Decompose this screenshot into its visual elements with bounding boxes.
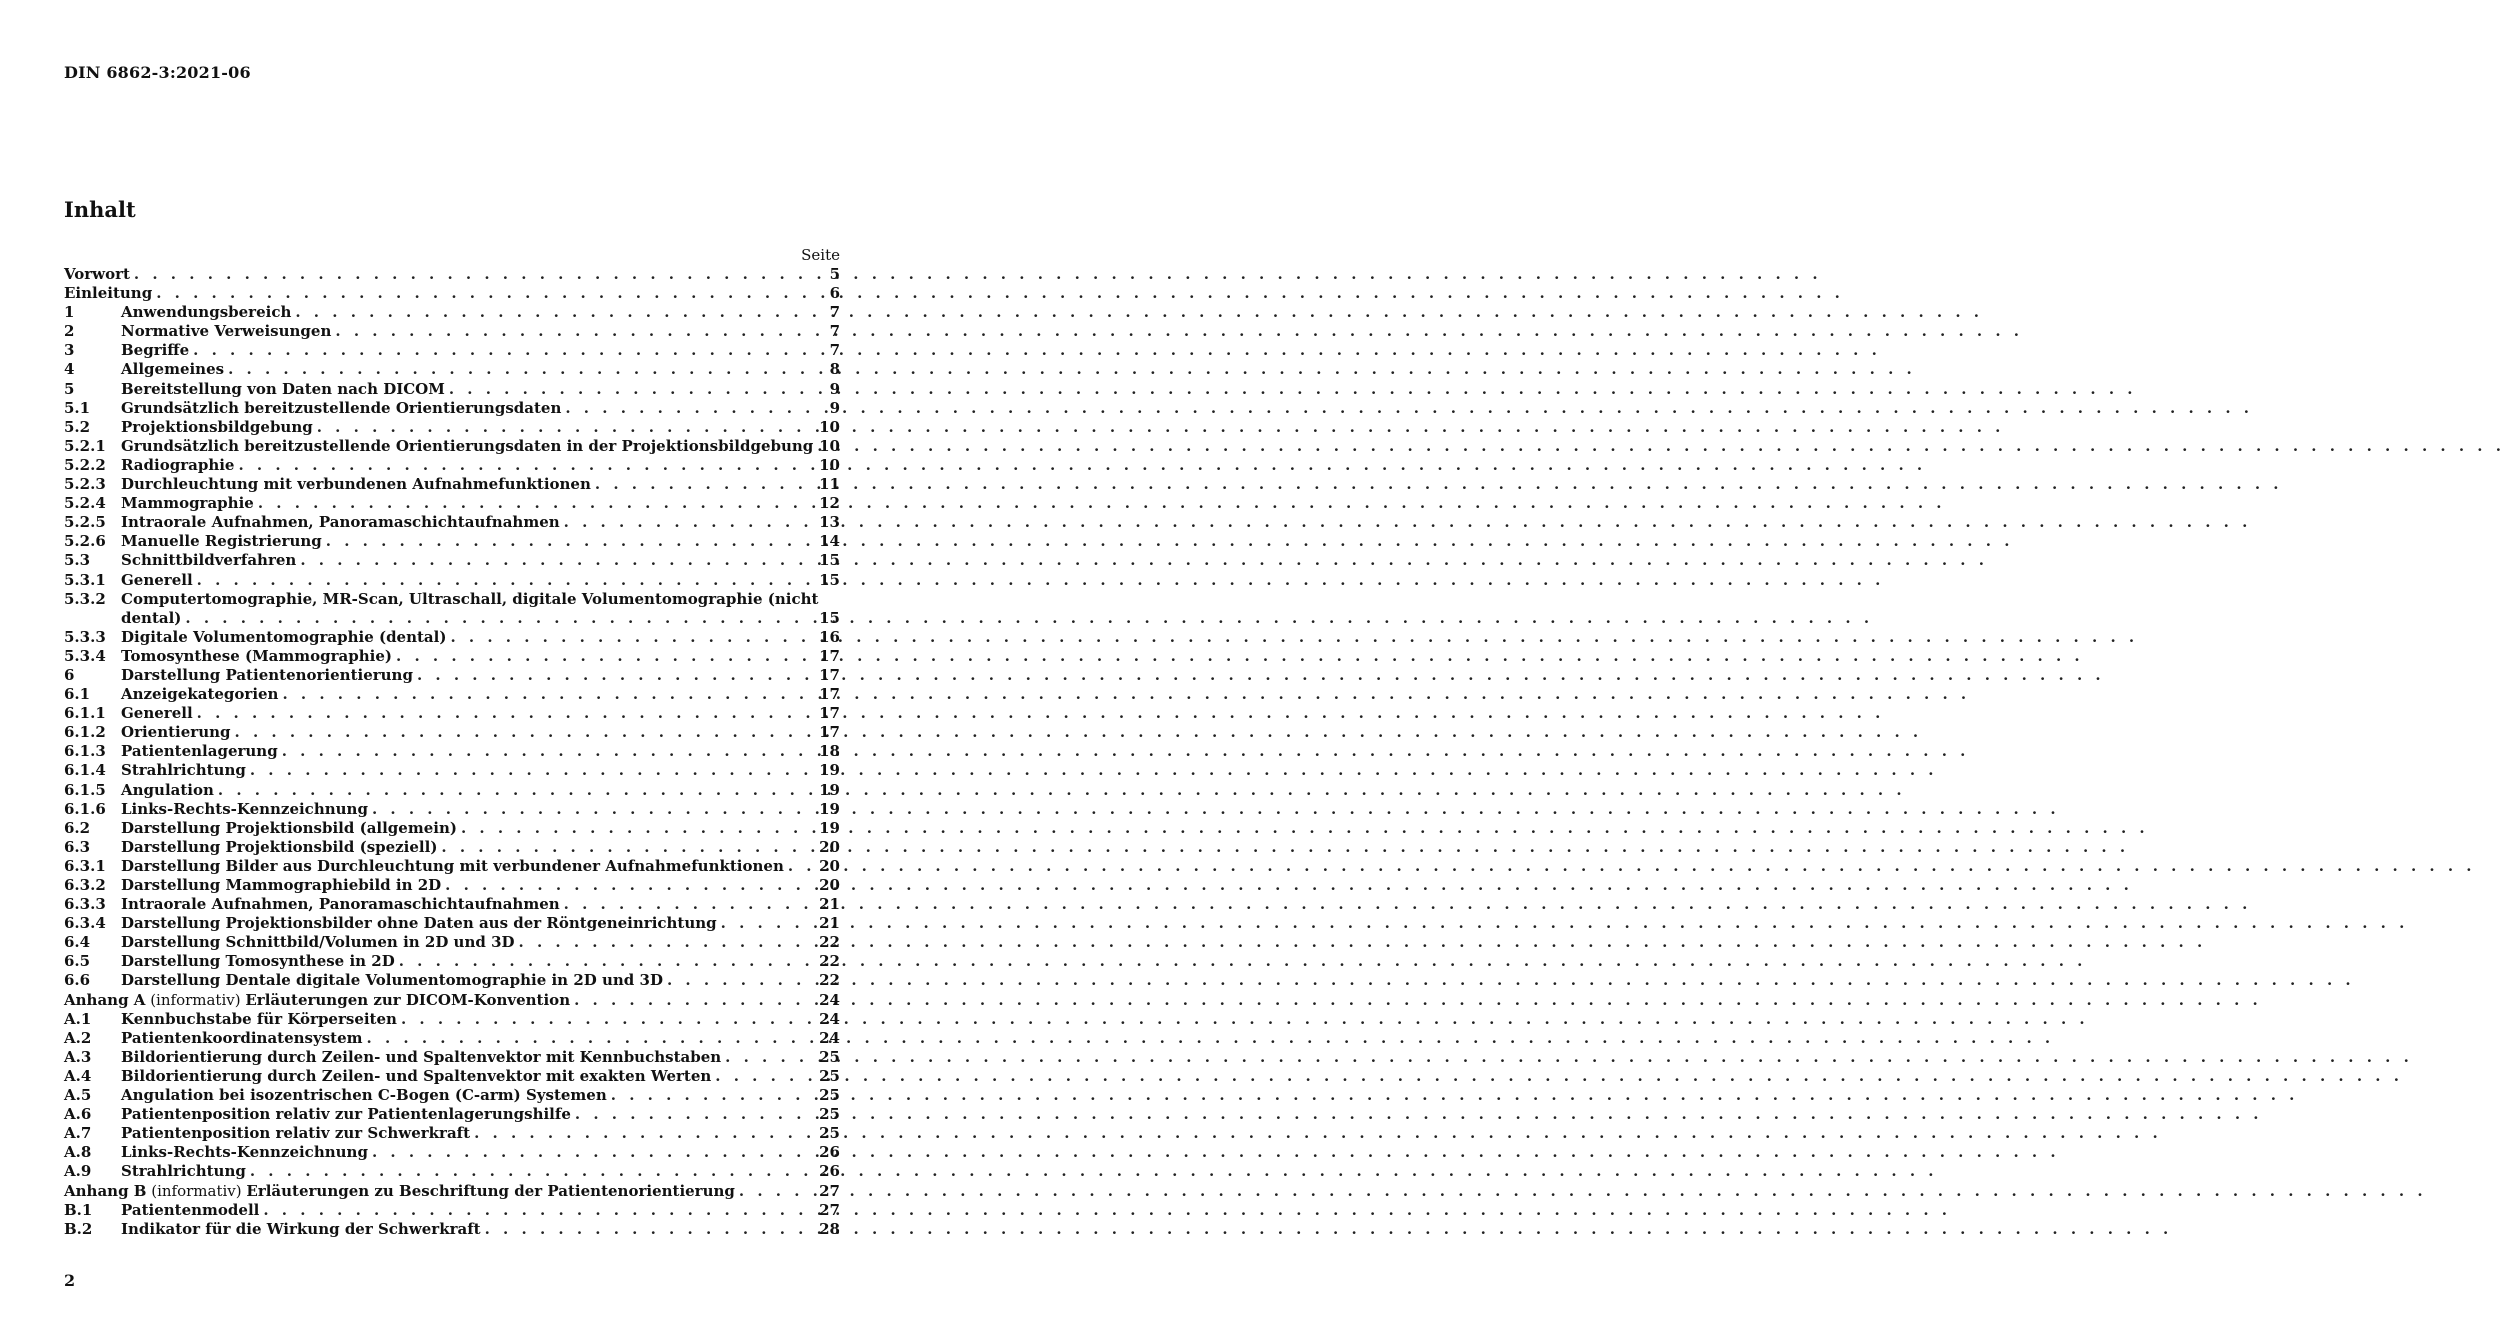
- toc-entry[interactable]: [64, 1162, 840, 1181]
- toc-entry-number: A.3: [64, 1047, 92, 1066]
- toc-entry-number: B.1: [64, 1200, 93, 1219]
- toc-entry[interactable]: [64, 895, 840, 914]
- toc-entry-page: 5: [829, 265, 840, 283]
- toc-entry-label: Digitale Volumentomographie (dental): [121, 627, 447, 646]
- toc-entry-number: 5.3.1: [64, 570, 106, 589]
- annex-title: Erläuterungen zu Beschriftung der Patientenorientierung: [246, 1181, 735, 1200]
- toc-entry[interactable]: [64, 1067, 840, 1086]
- toc-entry-number: A.8: [64, 1143, 92, 1162]
- dot-leader: [813, 437, 2505, 456]
- dot-leader: [254, 494, 1946, 513]
- toc-entry-page: 8: [829, 360, 840, 379]
- dot-leader: [515, 933, 2207, 952]
- toc-entry-page: 25: [819, 1047, 840, 1066]
- toc-entry[interactable]: [64, 742, 840, 761]
- toc-entry-label: Darstellung Patientenorientierung: [121, 665, 413, 684]
- toc-entry-label-line1: Computertomographie, MR-Scan, Ultraschall, digitale Volumentomographie (nicht: [121, 589, 819, 608]
- toc-entry-label: Bildorientierung durch Zeilen- und Spaltenvektor mit exakten Werten: [121, 1066, 712, 1085]
- toc-entry-number: A.7: [64, 1124, 92, 1143]
- toc-entry-page: 22: [819, 933, 840, 952]
- toc-entry-page: 6: [829, 284, 840, 303]
- toc-entry-label: Projektionsbildgebung: [121, 417, 313, 436]
- toc-entry[interactable]: [64, 1086, 840, 1105]
- toc-entry[interactable]: [64, 1105, 840, 1124]
- toc-entry[interactable]: [64, 322, 840, 341]
- toc-entry[interactable]: [64, 265, 840, 284]
- toc-entry-label: Intraorale Aufnahmen, Panoramaschichtaufnahmen: [121, 513, 560, 532]
- toc-entry-number: 5.1: [64, 398, 91, 417]
- toc-entry-page: 28: [819, 1219, 840, 1238]
- toc-entry-label: Begriffe: [121, 341, 190, 360]
- toc-entry[interactable]: [64, 1124, 840, 1143]
- toc-entry[interactable]: [64, 418, 840, 437]
- toc-entry-label: Grundsätzlich bereitzustellende Orientierungsdaten in der Projektionsbildgebung: [121, 436, 814, 455]
- toc-entry-number: 6.4: [64, 933, 91, 952]
- toc-entry[interactable]: [64, 781, 840, 800]
- toc-entry-number: 6.3.2: [64, 876, 106, 894]
- toc-entry-page: 20: [819, 856, 840, 875]
- toc-entry[interactable]: [64, 380, 840, 399]
- toc-entry-label: Angulation: [121, 780, 214, 799]
- toc-entry[interactable]: [64, 647, 840, 666]
- toc-entry[interactable]: [64, 341, 840, 360]
- toc-entry[interactable]: [64, 1182, 840, 1201]
- toc-entry-page: 15: [819, 551, 840, 570]
- toc-entry-label: Grundsätzlich bereitzustellende Orientierungsdaten: [121, 398, 562, 417]
- toc-entry[interactable]: [64, 532, 840, 551]
- toc-entry-label: Radiographie: [121, 455, 235, 474]
- toc-entry-page: 24: [819, 1009, 840, 1028]
- toc-entry-label: Tomosynthese (Mammographie): [121, 646, 392, 665]
- toc-entry-label: Links-Rechts-Kennzeichnung: [121, 1143, 368, 1162]
- toc-entry-page: 15: [819, 570, 840, 589]
- toc-entry-number: 5.2.2: [64, 455, 106, 474]
- dot-leader: [278, 685, 1970, 704]
- toc-entry-label: Links-Rechts-Kennzeichnung: [121, 799, 368, 818]
- dot-leader: [457, 819, 2149, 838]
- toc-entry-page: 24: [819, 1028, 840, 1047]
- toc-entry-label: Patientenlagerung: [121, 742, 278, 761]
- dot-leader: [437, 838, 2129, 857]
- toc-entry-page: 25: [819, 1105, 840, 1124]
- toc-entry-page: 17: [819, 665, 840, 684]
- toc-entry-page: 17: [819, 646, 840, 665]
- toc-entry[interactable]: [64, 685, 840, 704]
- footer-page-number: 2: [64, 1271, 76, 1290]
- toc-entry-label: Generell: [121, 704, 193, 723]
- toc-entry-label: Normative Verweisungen: [121, 322, 332, 341]
- toc-title: Inhalt: [64, 197, 136, 222]
- toc-entry-label: Darstellung Projektionsbilder ohne Daten aus der Röntgeneinrichtung: [121, 914, 717, 933]
- toc-entry[interactable]: [64, 437, 840, 456]
- toc-entry-page: 9: [829, 379, 840, 398]
- dot-leader: [368, 800, 2060, 819]
- toc-entry-label: dental): [121, 608, 182, 627]
- toc-entry-page: 13: [819, 513, 840, 532]
- toc-entry-number: A.5: [64, 1086, 92, 1105]
- dot-leader: [193, 704, 1885, 723]
- toc-entry-label: Bereitstellung von Daten nach DICOM: [121, 379, 445, 398]
- toc-entry-page: 19: [819, 799, 840, 818]
- toc-entry[interactable]: [64, 1220, 840, 1239]
- annex-prefix: Anhang A: [64, 990, 146, 1009]
- toc-entry-page: 16: [819, 627, 840, 646]
- toc-entry-page: 9: [829, 398, 840, 417]
- toc-entry[interactable]: [64, 933, 840, 952]
- toc-entry-page: 7: [829, 303, 840, 322]
- toc-entry-label: Manuelle Registrierung: [121, 532, 322, 551]
- dot-leader: [735, 1182, 2427, 1201]
- toc-entry-number: 6.3.3: [64, 895, 106, 914]
- toc-entry-number: 6.1: [64, 685, 91, 704]
- toc-entry-page: 21: [819, 895, 840, 914]
- toc-entry-page: 25: [819, 1124, 840, 1143]
- toc-entry-label: Darstellung Tomosynthese in 2D: [121, 952, 395, 971]
- toc-entry[interactable]: [64, 399, 840, 418]
- toc-entry[interactable]: [64, 494, 840, 513]
- toc-entry-page: 18: [819, 742, 840, 761]
- page-column-label: Seite: [801, 246, 840, 264]
- dot-leader: [784, 857, 2476, 876]
- toc-entry-page: 10: [819, 417, 840, 436]
- toc-entry-label: Patientenposition relativ zur Patientenlagerungshilfe: [121, 1105, 571, 1124]
- toc-entry-number: 5.2.5: [64, 513, 106, 532]
- toc-entry-number: 6.2: [64, 818, 91, 837]
- toc-entry-label: Darstellung Dentale digitale Volumentomographie in 2D und 3D: [121, 971, 663, 990]
- dot-leader: [607, 1086, 2299, 1105]
- toc-entry-number: 5.3.3: [64, 627, 106, 646]
- dot-leader: [181, 609, 1873, 628]
- dot-leader: [234, 456, 1926, 475]
- dot-leader: [278, 742, 1970, 761]
- toc-entry-number: 5.2.6: [64, 532, 106, 551]
- toc-entry-number: 6.1.1: [64, 704, 106, 723]
- toc-entry-page: 17: [819, 723, 840, 742]
- dot-leader: [130, 265, 1822, 284]
- toc-entry-page: 27: [819, 1200, 840, 1219]
- toc-entry-label: Indikator für die Wirkung der Schwerkraft: [121, 1219, 481, 1238]
- toc-entry-number: 5.2.4: [64, 494, 106, 513]
- toc-entry-label: Patientenkoordinatensystem: [121, 1028, 363, 1047]
- dot-leader: [397, 1010, 2089, 1029]
- dot-leader: [246, 761, 1938, 780]
- toc-entry-page: 12: [819, 494, 840, 513]
- toc-entry-page: 25: [819, 1066, 840, 1085]
- toc-entry[interactable]: [64, 991, 840, 1010]
- toc-entry-page: 7: [829, 322, 840, 341]
- toc-entry-number: 3: [64, 341, 75, 360]
- toc-entry-number: 5.2.1: [64, 436, 106, 455]
- annex-note: (informativ): [145, 990, 246, 1009]
- toc-entry[interactable]: [64, 475, 840, 494]
- dot-leader: [721, 1048, 2413, 1067]
- toc-entry[interactable]: [64, 590, 840, 628]
- toc-entry-number: 6.1.2: [64, 723, 106, 742]
- toc-entry-label: Schnittbildverfahren: [121, 551, 297, 570]
- toc-entry-label: Bildorientierung durch Zeilen- und Spaltenvektor mit Kennbuchstaben: [121, 1047, 722, 1066]
- toc-entry[interactable]: [64, 551, 840, 570]
- dot-leader: [331, 322, 2023, 341]
- toc-entry[interactable]: [64, 628, 840, 647]
- toc-entry[interactable]: [64, 1201, 840, 1220]
- toc-entry[interactable]: [64, 800, 840, 819]
- toc-entry[interactable]: [64, 761, 840, 780]
- dot-leader: [296, 551, 1988, 570]
- toc-entry-number: A.1: [64, 1009, 92, 1028]
- toc-entry-label: Angulation bei isozentrischen C-Bogen (C-arm) Systemen: [121, 1086, 607, 1105]
- toc-entry-label: Anzeigekategorien: [121, 685, 279, 704]
- toc-entry-number: 6.6: [64, 971, 91, 990]
- toc-entry-page: 19: [819, 761, 840, 780]
- toc-entry[interactable]: [64, 360, 840, 379]
- toc-entry[interactable]: [64, 666, 840, 685]
- toc-entry-label: Vorwort: [64, 265, 130, 283]
- dot-leader: [363, 1029, 2055, 1048]
- toc-entry-number: 6: [64, 665, 75, 684]
- dot-leader: [259, 1201, 1951, 1220]
- toc-entry-number: 6.1.5: [64, 780, 106, 799]
- toc-entry-page: 27: [819, 1181, 840, 1200]
- toc-entry-page: 10: [819, 436, 840, 455]
- toc-entry-number: 5.2.3: [64, 475, 106, 494]
- toc-entry-label: Orientierung: [121, 723, 231, 742]
- toc-entry-number: 6.3.1: [64, 856, 106, 875]
- toc-entry-page: 25: [819, 1086, 840, 1105]
- dot-leader: [445, 380, 2137, 399]
- dot-leader: [560, 895, 2252, 914]
- toc-entry-number: 5.3: [64, 551, 91, 570]
- toc-entry-label: Patientenmodell: [121, 1200, 260, 1219]
- toc-entry-label: Darstellung Projektionsbild (allgemein): [121, 818, 457, 837]
- dot-leader: [231, 723, 1923, 742]
- dot-leader: [711, 1067, 2403, 1086]
- dot-leader: [441, 876, 2133, 895]
- toc-entry-number: 6.3.4: [64, 914, 106, 933]
- toc-entry-label: Generell: [121, 570, 193, 589]
- toc-entry-label: Einleitung: [64, 284, 153, 303]
- dot-leader: [591, 475, 2283, 494]
- toc-entry[interactable]: [64, 857, 840, 876]
- toc-entry-number: A.9: [64, 1162, 92, 1181]
- dot-leader: [214, 781, 1906, 800]
- toc-entry-number: B.2: [64, 1219, 93, 1238]
- toc-entry-number: 6.1.6: [64, 799, 106, 818]
- dot-leader: [395, 952, 2087, 971]
- dot-leader: [446, 628, 2138, 647]
- dot-leader: [560, 513, 2252, 532]
- toc-entry-page: 14: [819, 532, 840, 551]
- toc-entry-label: Allgemeines: [121, 360, 225, 379]
- dot-leader: [152, 284, 1844, 303]
- dot-leader: [717, 914, 2409, 933]
- toc-entry-page: 17: [819, 704, 840, 723]
- toc-entry-label: [64, 991, 570, 1010]
- toc-entry[interactable]: [64, 513, 840, 532]
- toc-entry[interactable]: [64, 971, 840, 990]
- toc-entry-label: Darstellung Schnittbild/Volumen in 2D und 3D: [121, 933, 515, 952]
- toc-entry-page: 24: [819, 990, 840, 1009]
- toc-entry-number: A.6: [64, 1105, 92, 1124]
- toc-entry[interactable]: [64, 1029, 840, 1048]
- dot-leader: [193, 571, 1885, 590]
- toc-entry-label: Kennbuchstabe für Körperseiten: [121, 1009, 397, 1028]
- dot-leader: [313, 418, 2005, 437]
- dot-leader: [392, 647, 2084, 666]
- toc-entry-page: 26: [819, 1143, 840, 1162]
- toc-entry-number: 1: [64, 303, 75, 322]
- toc-entry-page: 10: [819, 455, 840, 474]
- dot-leader: [189, 341, 1881, 360]
- dot-leader: [663, 971, 2355, 990]
- dot-leader: [561, 399, 2253, 418]
- toc-entry-number: 5.2: [64, 417, 91, 436]
- toc-entry-page: 21: [819, 914, 840, 933]
- document-id: DIN 6862-3:2021-06: [64, 63, 251, 82]
- toc-entry-page: 20: [819, 876, 840, 894]
- toc-entry-label: [64, 1182, 735, 1201]
- table-of-contents: [64, 265, 840, 1239]
- toc-entry[interactable]: [64, 1048, 840, 1067]
- dot-leader: [413, 666, 2105, 685]
- toc-entry-number: A.4: [64, 1066, 92, 1085]
- toc-entry[interactable]: [64, 1010, 840, 1029]
- toc-entry-number: 4: [64, 360, 75, 379]
- dot-leader: [470, 1124, 2162, 1143]
- dot-leader: [224, 360, 1916, 379]
- toc-entry-page: 19: [819, 780, 840, 799]
- toc-entry[interactable]: [64, 952, 840, 971]
- dot-leader: [368, 1143, 2060, 1162]
- toc-entry-page: 11: [819, 475, 840, 494]
- toc-entry[interactable]: [64, 456, 840, 475]
- toc-entry-label: Durchleuchtung mit verbundenen Aufnahmefunktionen: [121, 475, 591, 494]
- toc-entry-label: Intraorale Aufnahmen, Panoramaschichtaufnahmen: [121, 895, 560, 914]
- annex-note: (informativ): [146, 1181, 247, 1200]
- toc-entry-page: 19: [819, 818, 840, 837]
- toc-entry-label: Patientenposition relativ zur Schwerkraft: [121, 1124, 471, 1143]
- toc-entry-number: 6.3: [64, 837, 91, 856]
- toc-entry-number: 5.3.2: [64, 589, 106, 608]
- toc-entry[interactable]: [64, 303, 840, 322]
- toc-entry-page: 20: [819, 837, 840, 856]
- toc-entry-page: 22: [819, 971, 840, 990]
- toc-entry[interactable]: [64, 819, 840, 838]
- toc-entry-page: 22: [819, 952, 840, 971]
- toc-entry-number: 5.3.4: [64, 646, 106, 665]
- annex-prefix: Anhang B: [64, 1181, 147, 1200]
- toc-entry-page: 15: [819, 608, 840, 627]
- dot-leader: [481, 1220, 2173, 1239]
- toc-entry-label: Strahlrichtung: [121, 761, 246, 780]
- toc-entry-label: Strahlrichtung: [121, 1162, 246, 1181]
- toc-entry-label: Mammographie: [121, 494, 254, 513]
- toc-entry[interactable]: [64, 571, 840, 590]
- toc-entry-page: 17: [819, 685, 840, 704]
- toc-entry-page: 7: [829, 341, 840, 360]
- annex-title: Erläuterungen zur DICOM-Konvention: [245, 990, 571, 1009]
- toc-entry[interactable]: [64, 704, 840, 723]
- toc-entry[interactable]: [64, 284, 840, 303]
- toc-entry-number: 6.1.3: [64, 742, 106, 761]
- dot-leader: [322, 532, 2014, 551]
- toc-entry[interactable]: [64, 723, 840, 742]
- dot-leader: [291, 303, 1983, 322]
- toc-entry-label: Darstellung Bilder aus Durchleuchtung mit verbundener Aufnahmefunktionen: [121, 856, 784, 875]
- toc-entry[interactable]: [64, 876, 840, 895]
- toc-entry-label: Anwendungsbereich: [121, 303, 292, 322]
- toc-entry-number: 5: [64, 379, 75, 398]
- toc-entry[interactable]: [64, 838, 840, 857]
- toc-entry[interactable]: [64, 914, 840, 933]
- toc-entry-number: 6.1.4: [64, 761, 106, 780]
- toc-entry-number: A.2: [64, 1028, 92, 1047]
- dot-leader: [246, 1162, 1938, 1181]
- toc-entry-label: Darstellung Mammographiebild in 2D: [121, 876, 442, 894]
- toc-entry-number: 6.5: [64, 952, 91, 971]
- toc-entry[interactable]: [64, 1143, 840, 1162]
- toc-entry-number: 2: [64, 322, 75, 341]
- toc-entry-page: 26: [819, 1162, 840, 1181]
- toc-entry-label: Darstellung Projektionsbild (speziell): [121, 837, 438, 856]
